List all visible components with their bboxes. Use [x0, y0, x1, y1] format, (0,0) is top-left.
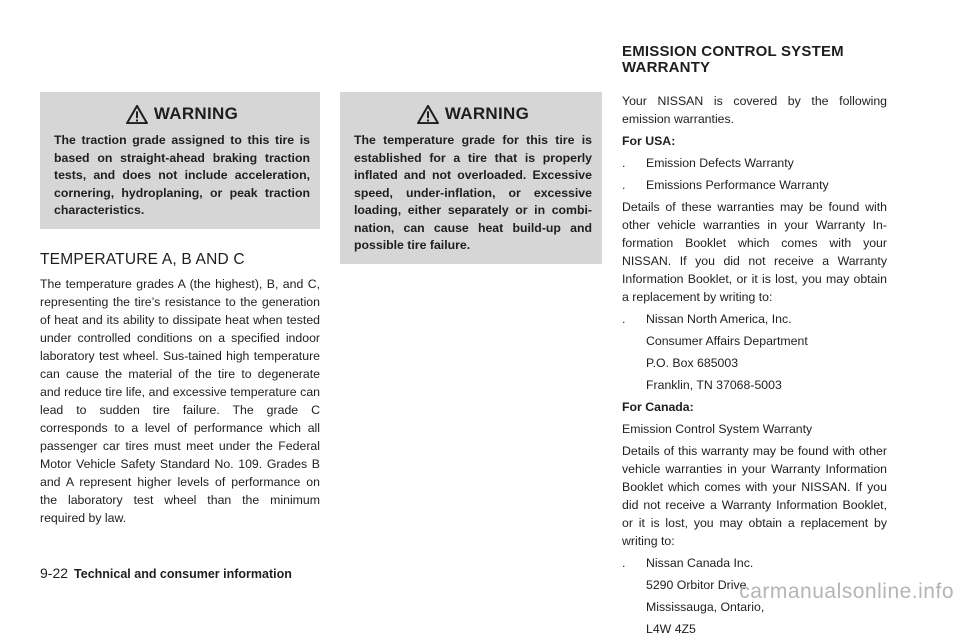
address-line: Franklin, TN 37068-5003	[646, 378, 782, 392]
bullet-text: Emissions Performance Warranty	[646, 178, 829, 192]
address-line: Consumer Affairs Department	[646, 334, 808, 348]
page-footer	[40, 565, 292, 581]
right-column	[622, 44, 887, 642]
bullet: .	[622, 156, 626, 170]
address-name: Nissan Canada Inc.	[646, 556, 754, 570]
address-line: Mississauga, Ontario,	[646, 600, 765, 614]
warning-text: The traction grade assigned to this tire is based on straight-ahead braking traction tests, and does not include acceleration, cornering, hydroplaning, or peak traction characteristics.	[54, 133, 310, 217]
bullet: .	[622, 178, 626, 192]
temperature-paragraph: The temperature grades A (the highest), B, and C, representing the tire’s resistance to the generation of heat and its ability to dissipate heat when tested under controlled conditions on a specified indoor laboratory test wheel. Sus-tained high temperature can cause the material of the tire to degenerate and reduce tire life, and excessive temperature can lead to sudden tire failure. The grade C corresponds to a level of performance which all passenger car tires must meet under the Federal Motor Vehicle Safety Standard No. 109. Grades B and A represent higher levels of performance on the laboratory test wheel than the minimum required by law.	[40, 276, 320, 525]
traction-warning-box	[40, 92, 320, 229]
list-item	[622, 310, 887, 328]
address-name: Nissan North America, Inc.	[646, 312, 792, 326]
warning-title: WARNING	[444, 104, 530, 123]
address-line: 5290 Orbitor Drive	[646, 578, 747, 592]
list-item	[622, 554, 887, 572]
page-number: 9-22	[40, 565, 69, 581]
canada-warranty: Emission Control System Warranty	[622, 422, 813, 436]
temperature-warning-box	[340, 92, 602, 264]
canada-details: Details of this warranty may be found with other vehicle warranties in your Warranty Information Booklet which comes with your NISSAN. If you did not receive a Warranty Information Booklet, or it is lost, you may obtain a replacement by writing to:	[622, 444, 887, 548]
bullet: .	[622, 556, 626, 570]
bullet: .	[622, 312, 626, 326]
canada-label: For Canada:	[622, 400, 694, 414]
chapter-title: Technical and consumer information	[74, 567, 292, 581]
warning-header	[54, 104, 310, 124]
usa-address	[622, 332, 887, 394]
left-column	[40, 92, 320, 527]
list-item	[622, 176, 887, 194]
heading-line-1: EMISSION CONTROL SYSTEM	[622, 43, 844, 60]
warning-text: The temperature grade for this tire is established for a tire that is properly inflated and not overloaded. Excessive speed, under-inflation, or excessive loading, either separately or in combi-nation, can cause heat build-up and possible tire failure.	[354, 133, 592, 252]
list-item	[622, 154, 887, 172]
warning-title: WARNING	[153, 104, 239, 123]
warning-triangle-icon	[126, 105, 148, 124]
usa-details: Details of these warranties may be found with other vehicle warranties in your Warranty In-formation Booklet which comes with your NISSAN. If you did not receive a Warranty Information Booklet, or it is lost, you may obtain a replacement by writing to:	[622, 200, 887, 304]
address-line: P.O. Box 685003	[646, 356, 739, 370]
emission-warranty-heading	[622, 44, 887, 76]
address-line: L4W 4Z5	[646, 622, 696, 636]
usa-label: For USA:	[622, 134, 676, 148]
heading-line-2: WARRANTY	[622, 59, 711, 76]
warning-header	[354, 104, 592, 124]
section-heading: TEMPERATURE A, B AND C	[40, 250, 245, 268]
bullet-text: Emission Defects Warranty	[646, 156, 794, 170]
intro-paragraph: Your NISSAN is covered by the following emission warranties.	[622, 94, 887, 126]
warning-triangle-icon	[417, 105, 439, 124]
middle-column	[340, 92, 602, 264]
watermark: carmanualsonline.info	[739, 580, 954, 603]
